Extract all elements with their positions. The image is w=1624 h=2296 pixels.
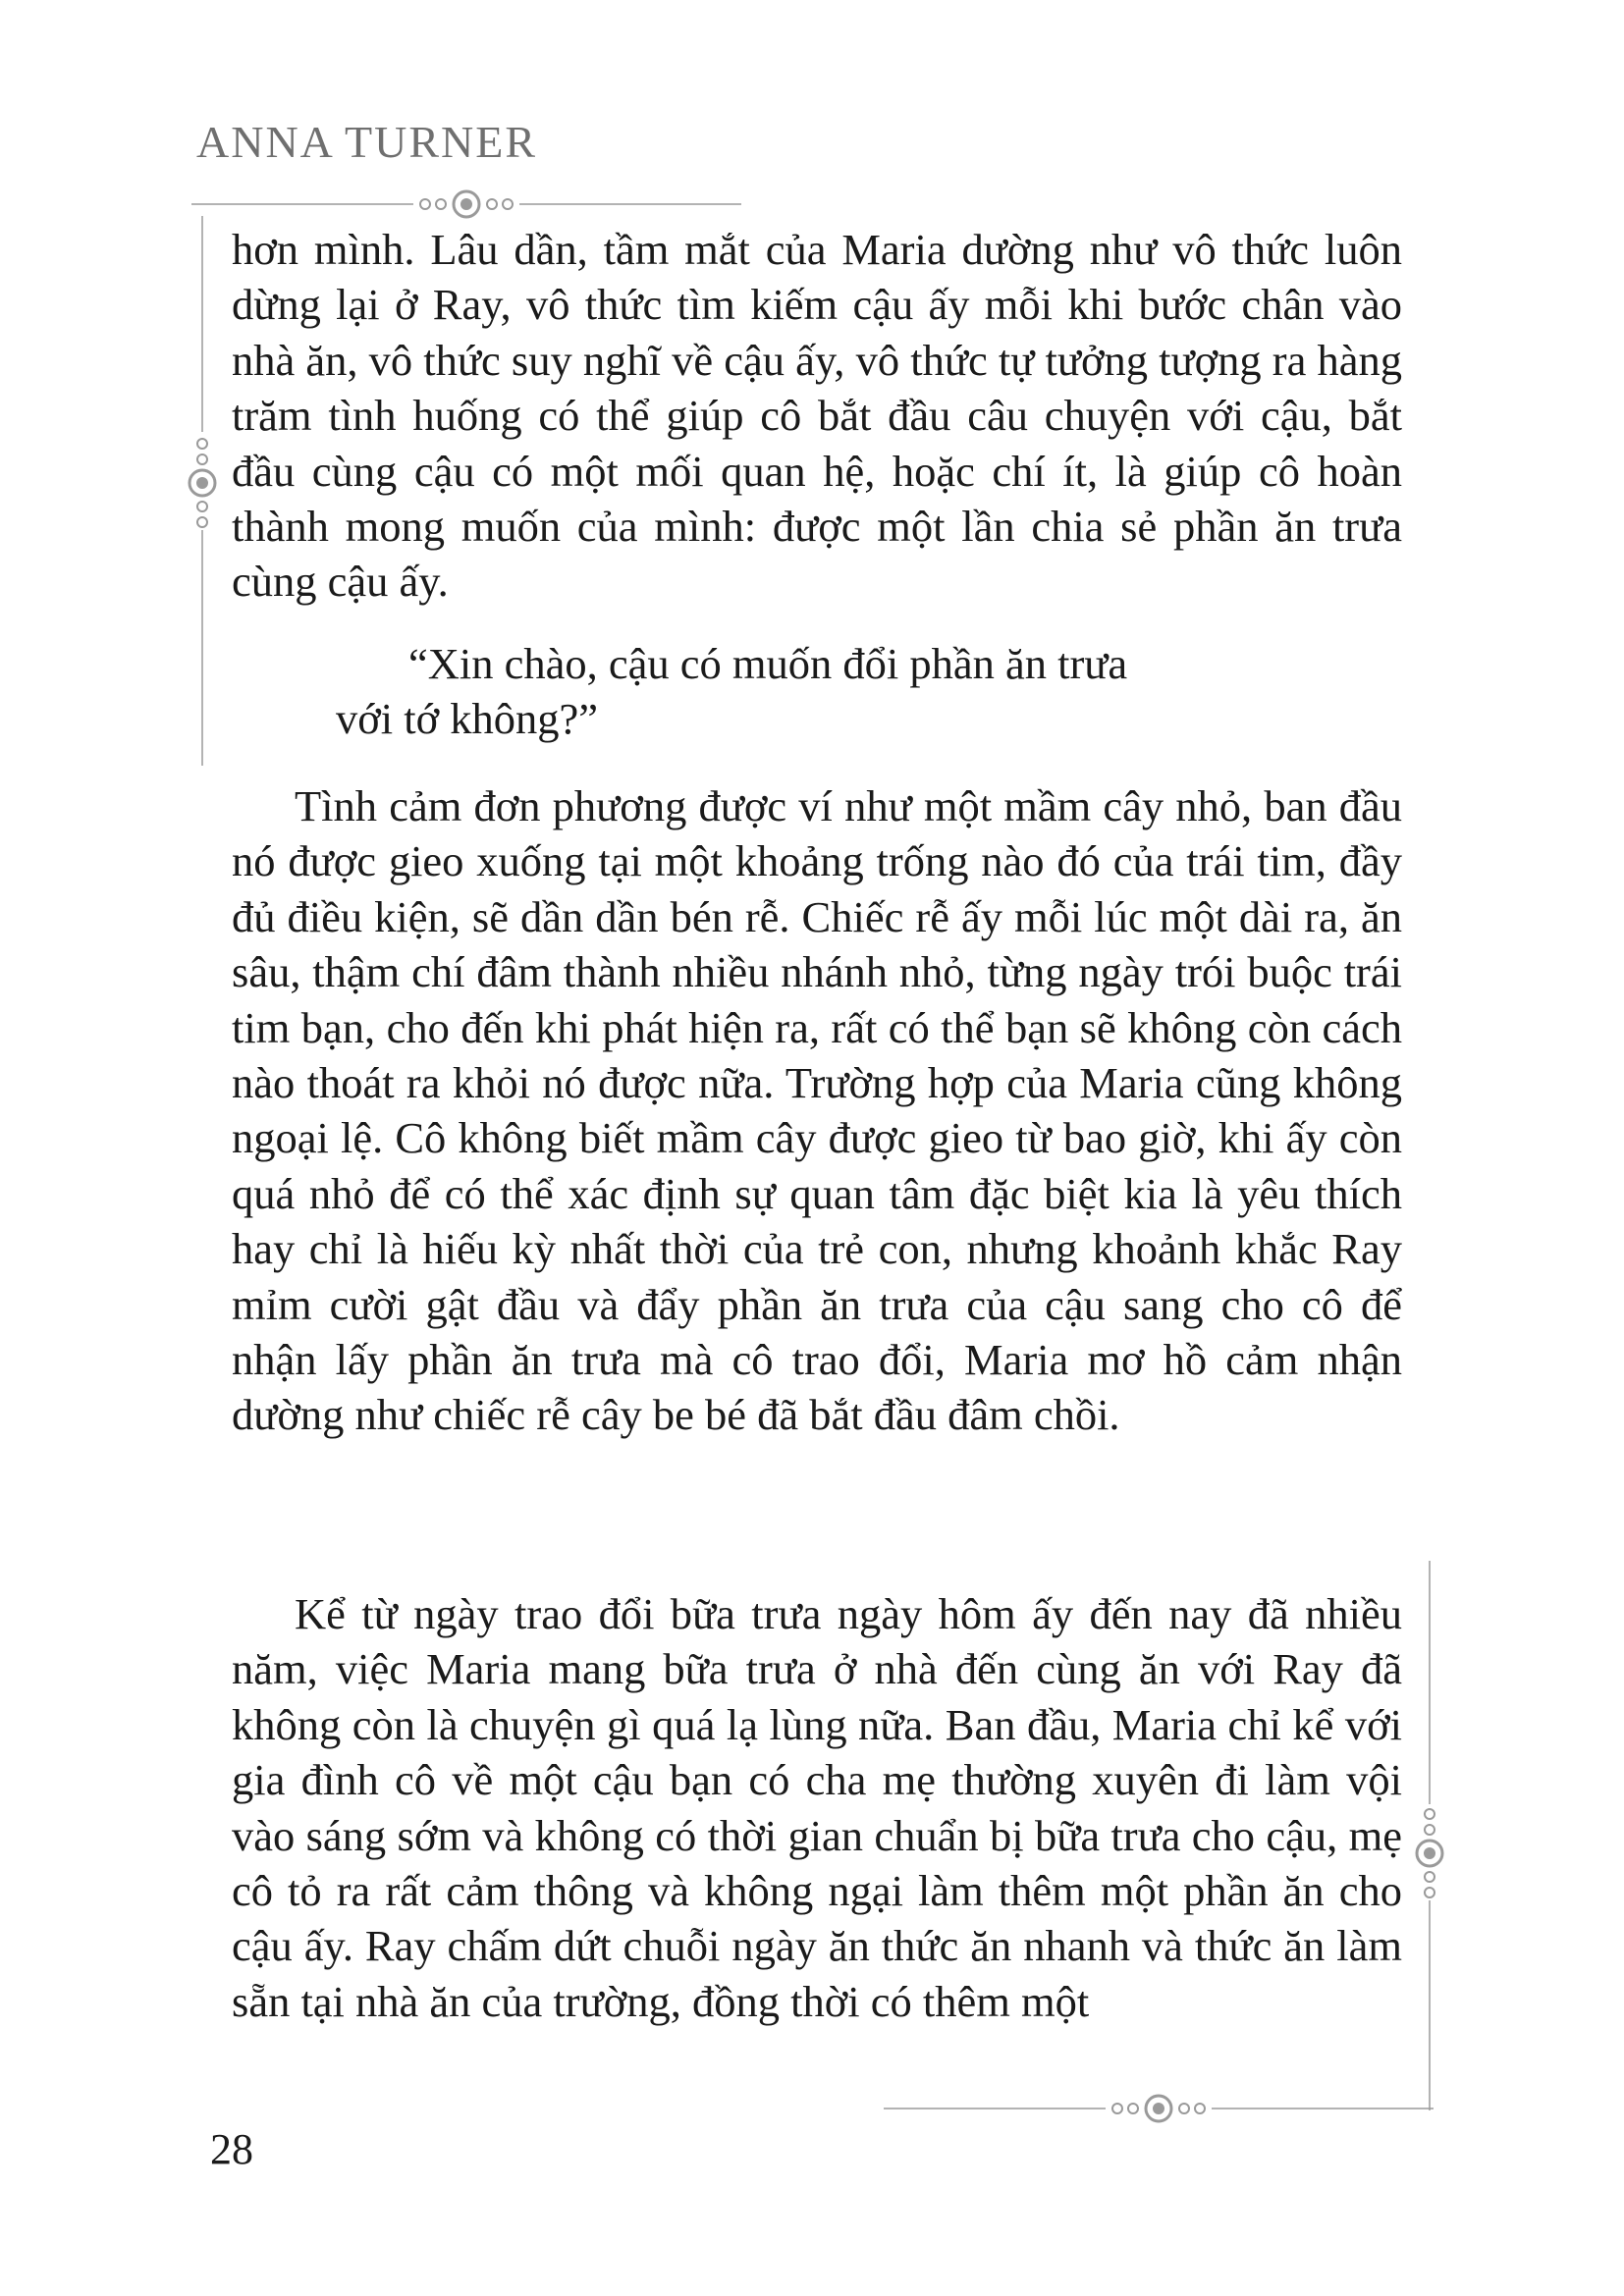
dialogue-quote [336, 636, 1308, 747]
right-side-ornament [1410, 1561, 1449, 2110]
quote-line-2: với tớ không?” [336, 694, 599, 744]
header-divider-ornament [191, 185, 741, 224]
paragraph-3: Kể từ ngày trao đổi bữa trưa ngày hôm ấy đến nay đã nhiều năm, việc Maria mang bữa trưa ở nhà đến cùng ăn với Ray đã không còn là chuyện gì quá lạ lùng nữa. Ban đầu, Maria chỉ kể với gia đình cô về một cậu bạn có cha mẹ thường xuyên đi làm vội vào sáng sớm và không có thời gian chuẩn bị bữa trưa cho cậu, mẹ cô tỏ ra rất cảm thông và không ngại làm thêm một phần ăn cho cậu ấy. Ray chấm dứt chuỗi ngày ăn thức ăn nhanh và thức ăn làm sẵn tại nhà ăn của trường, đồng thời có thêm một [232, 1589, 1402, 2026]
running-header-title: ANNA TURNER [196, 117, 538, 167]
page-number: 28 [210, 2125, 253, 2173]
footer-divider-ornament [884, 2089, 1434, 2128]
quote-line-1: “Xin chào, cậu có muốn đổi phần ăn trưa [408, 639, 1128, 688]
paragraph-2: Tình cảm đơn phương được ví như một mầm cây nhỏ, ban đầu nó được gieo xuống tại một khoảng trống nào đó của trái tim, đầy đủ điều kiện, sẽ dần dần bén rễ. Chiếc rễ ấy mỗi lúc một dài ra, ăn sâu, thậm chí đâm thành nhiều nhánh nhỏ, từng ngày trói buộc trái tim bạn, cho đến khi phát hiện ra, rất có thể bạn sẽ không còn cách nào thoát ra khỏi nó được nữa. Trường hợp của Maria cũng không ngoại lệ. Cô không biết mầm cây được gieo từ bao giờ, khi ấy còn quá nhỏ để có thể xác định sự quan tâm đặc biệt kia là yêu thích hay chỉ là hiếu kỳ nhất thời của trẻ con, nhưng khoảnh khắc Ray mỉm cười gật đầu và đẩy phần ăn trưa của cậu sang cho cô để nhận lấy phần ăn trưa mà cô trao đổi, Maria mơ hồ cảm nhận dường như chiếc rễ cây be bé đã bắt đầu đâm chồi. [232, 781, 1402, 1440]
paragraph-continuation: hơn mình. Lâu dần, tầm mắt của Maria dường như vô thức luôn dừng lại ở Ray, vô thức tìm kiếm cậu ấy mỗi khi bước chân vào nhà ăn, vô thức suy nghĩ về cậu ấy, vô thức tự tưởng tượng ra hàng trăm tình huống có thể giúp cô bắt đầu câu chuyện với cậu, bắt đầu cùng cậu có một mối quan hệ, hoặc chí ít, là giúp cô hoàn thành mong muốn của mình: được một lần chia sẻ phần ăn trưa cùng cậu ấy. [232, 225, 1402, 607]
left-side-ornament [183, 216, 222, 766]
